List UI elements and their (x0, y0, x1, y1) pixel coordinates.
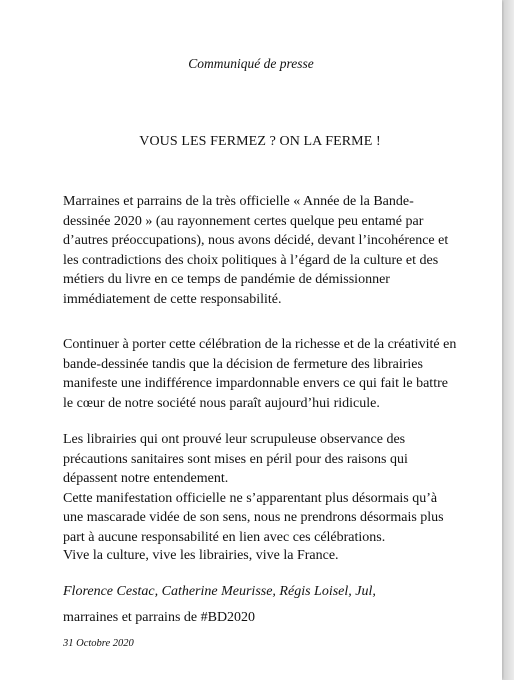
paragraph-line: les contradictions des choix politiques à l’égard de la culture et des (63, 252, 439, 268)
document-title: VOUS LES FERMEZ ? ON LA FERME ! (139, 134, 381, 149)
paragraph-2 (63, 335, 473, 413)
paragraph-line: le cœur de notre société nous paraît aujourd’hui ridicule. (63, 395, 380, 411)
paragraph-1 (63, 192, 473, 310)
paragraph-line: Les librairies qui ont prouvé leur scrupuleuse observance des (63, 432, 406, 447)
paragraph-line: métiers du livre en ce temps de pandémie de démissionner (63, 272, 390, 288)
paragraph-line: Cette manifestation officielle ne s’apparentant plus désormais qu’à (63, 490, 438, 506)
paragraph-4 (63, 546, 473, 566)
paragraph-line: une mascarade vidée de son sens, nous ne prendrons désormais plus (63, 510, 444, 526)
paragraph-line: manifeste une indifférence impardonnable envers ce qui fait le battre (63, 376, 448, 392)
paragraph-line: part à aucune responsabilité en lien avec ces célébrations. (63, 529, 386, 545)
signatories: Florence Cestac, Catherine Meurisse, Régis Loisel, Jul, (63, 584, 376, 599)
paragraph-line: dessinée 2020 » (au rayonnement certes quelque peu entamé par (63, 213, 424, 229)
paragraph-line: Vive la culture, vive les librairies, vive la France. (63, 548, 339, 563)
document-date: 31 Octobre 2020 (63, 638, 134, 649)
paragraph-line: Continuer à porter cette célébration de la richesse et de la créativité en (63, 337, 457, 352)
page-edge (504, 0, 514, 680)
paragraph-line: immédiatement de cette responsabilité. (63, 291, 282, 307)
paragraph-3 (63, 430, 473, 548)
paragraph-line: Marraines et parrains de la très officielle « Année de la Bande- (63, 194, 414, 209)
paragraph-line: dépassent notre entendement. (63, 471, 229, 487)
paragraph-line: précautions sanitaires sont mises en péril pour des raisons qui (63, 451, 408, 467)
paragraph-line: bande-dessinée tandis que la décision de fermeture des librairies (63, 356, 423, 372)
signatories-role: marraines et parrains de #BD2020 (63, 610, 256, 625)
paragraph-line: d’autres préoccupations), nous avons décidé, devant l’incohérence et (63, 233, 449, 249)
document-header-label: Communiqué de presse (188, 56, 314, 71)
